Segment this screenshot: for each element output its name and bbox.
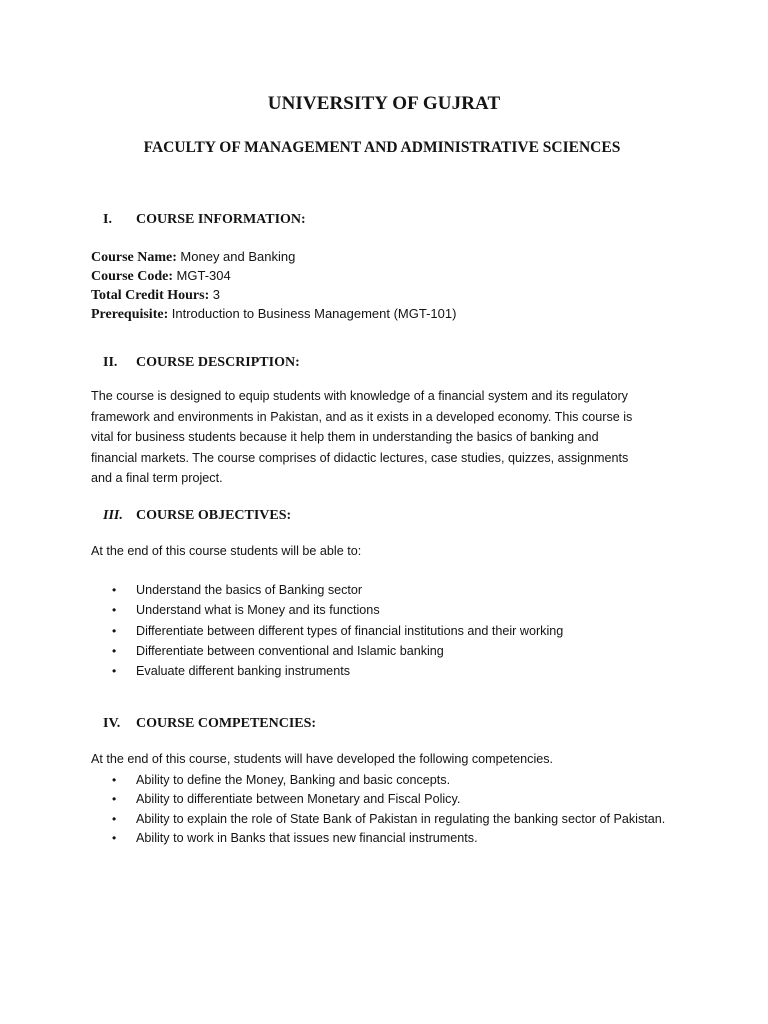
section-heading-course-information — [103, 212, 306, 228]
list-item — [112, 790, 678, 809]
description-line: vital for business students because it help them in understanding the basics of banking and — [91, 430, 599, 445]
section-title: COURSE COMPETENCIES: — [136, 716, 317, 731]
list-item — [112, 771, 678, 790]
objective-text: Differentiate between conventional and Islamic banking — [136, 643, 444, 658]
list-item — [112, 580, 563, 600]
list-item — [112, 641, 563, 661]
course-name-label: Course Name: — [91, 250, 177, 265]
section-number: IV. — [103, 716, 121, 731]
section-number: II. — [103, 355, 118, 370]
objective-text: Understand what is Money and its functions — [136, 603, 380, 618]
bullet-icon: • — [112, 664, 117, 679]
bullet-icon: • — [112, 643, 117, 658]
competencies-lead: At the end of this course, students will have developed the following competencies. — [91, 752, 554, 766]
section-heading-course-description — [103, 355, 300, 371]
description-line: and a final term project. — [91, 471, 223, 486]
credit-hours-row — [91, 286, 456, 305]
section-heading-course-competencies — [103, 716, 316, 732]
section-title: COURSE DESCRIPTION: — [136, 355, 300, 370]
course-info-block — [91, 248, 456, 324]
competency-text: Ability to differentiate between Monetary and Fiscal Policy. — [136, 792, 461, 807]
course-description-paragraph — [91, 386, 681, 489]
course-name-value: Money and Banking — [180, 249, 296, 264]
credit-hours-value: 3 — [212, 287, 220, 302]
description-line: The course is designed to equip students with knowledge of a financial system and its regulatory — [91, 389, 628, 403]
prerequisite-label: Prerequisite: — [91, 307, 169, 322]
section-heading-course-objectives — [103, 508, 291, 524]
bullet-icon: • — [112, 792, 117, 807]
objective-text: Understand the basics of Banking sector — [136, 583, 363, 597]
list-item — [112, 810, 678, 829]
list-item — [112, 829, 678, 848]
list-item — [112, 621, 563, 641]
objective-text: Differentiate between different types of financial institutions and their working — [136, 623, 564, 638]
bullet-icon: • — [112, 830, 117, 845]
list-item — [112, 600, 563, 620]
list-item — [112, 661, 563, 681]
prerequisite-value: Introduction to Business Management (MGT-101) — [171, 306, 457, 321]
competency-text: Ability to define the Money, Banking and basic concepts. — [136, 773, 451, 787]
faculty-title: FACULTY OF MANAGEMENT AND ADMINISTRATIVE SCIENCES — [143, 139, 621, 156]
course-code-label: Course Code: — [91, 269, 174, 284]
bullet-icon: • — [112, 603, 117, 618]
course-code-value: MGT-304 — [176, 268, 231, 283]
section-title: COURSE INFORMATION: — [136, 212, 306, 227]
objectives-lead: At the end of this course students will be able to: — [91, 544, 362, 558]
competency-text: Ability to explain the role of State Bank of Pakistan in regulating the banking sector of Pakistan. — [136, 811, 666, 826]
course-name-row — [91, 248, 456, 267]
course-code-row — [91, 267, 456, 286]
description-line: financial markets. The course comprises of didactic lectures, case studies, quizzes, assignments — [91, 450, 629, 465]
bullet-icon: • — [112, 773, 117, 787]
section-number: III. — [103, 508, 123, 523]
competencies-list — [112, 771, 678, 848]
prerequisite-row — [91, 305, 456, 324]
credit-hours-label: Total Credit Hours: — [91, 288, 210, 303]
bullet-icon: • — [112, 583, 117, 597]
bullet-icon: • — [112, 811, 117, 826]
section-title: COURSE OBJECTIVES: — [136, 508, 292, 523]
description-line: framework and environments in Pakistan, and as it exists in a developed economy. This course is — [91, 409, 633, 424]
competency-text: Ability to work in Banks that issues new financial instruments. — [136, 830, 478, 845]
bullet-icon: • — [112, 623, 117, 638]
section-number: I. — [103, 212, 112, 227]
objectives-list — [112, 580, 563, 681]
objective-text: Evaluate different banking instruments — [136, 664, 350, 679]
university-title: UNIVERSITY OF GUJRAT — [267, 93, 501, 114]
